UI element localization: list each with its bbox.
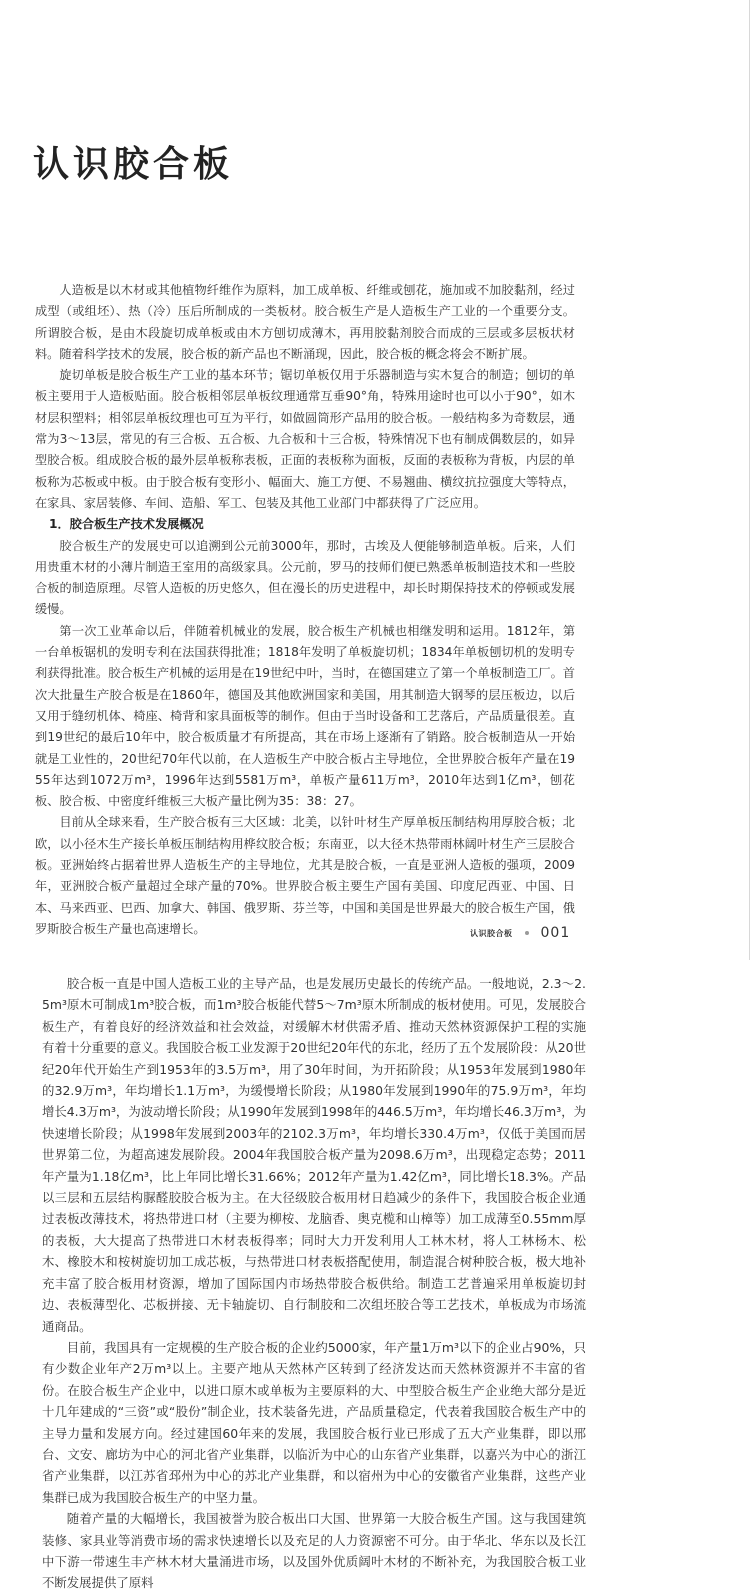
page-two [0, 960, 750, 1591]
section-heading: 1．胶合板生产技术发展概况 [49, 517, 204, 532]
running-title: 认识胶合板 [470, 928, 513, 938]
paragraph-history-1: 胶合板生产的发展史可以追溯到公元前3000年，那时，古埃及人便能够制造单板。后来，人们用贵重木材的小薄片制造王室用的高级家具。公元前，罗马的技师们便已熟悉单板制造技术和一些胶合板的制造原理。尽管人造板的历史悠久，但在漫长的历史进程中，却长时期保持技术的停顿或发展缓慢。 [35, 538, 575, 617]
page-two-body [42, 973, 586, 1594]
paragraph-p2-2: 目前，我国具有一定规模的生产胶合板的企业约5000家，年产量1万m³以下的企业占90%，只有少数企业年产2万m³以上。主要产地从天然林产区转到了经济发达而天然林资源并不丰富的省份。在胶合板生产企业中，以进口原木或单板为主要原料的大、中型胶合板生产企业绝大部分是近十几年建成的“三资”或“股份”制企业，技术装备先进，产品质量稳定，代表着我国胶合板生产中的主导力量和发展方向。经过建国60年来的发展，我国胶合板行业已形成了五大产业集群，即以邢台、文安、廊坊为中心的河北省产业集群，以临沂为中心的山东省产业集群，以嘉兴为中心的浙江省产业集群，以江苏省邳州为中心的苏北产业集群，和以宿州为中心的安徽省产业集群，这些产业集群已成为我国胶合板生产的中坚力量。 [42, 1339, 586, 1505]
page-title: 认识胶合板 [33, 144, 234, 186]
page-one-body [35, 280, 575, 940]
footer-dot-icon [525, 931, 529, 935]
page-footer [470, 925, 570, 941]
paragraph-intro-1: 人造板是以木材或其他植物纤维作为原料，加工成单板、纤维或刨花，施加或不加胶黏剂，经过成型（或组坯）、热（冷）压后所制成的一类板材。胶合板生产是人造板生产工业的一个重要分支。所谓胶合板，是由木段旋切成单板或由木方刨切成薄木，再用胶黏剂胶合而成的三层或多层板状材料。随着科学技术的发展，胶合板的新产品也不断涌现，因此，胶合板的概念将会不断扩展。 [35, 283, 575, 361]
paragraph-history-2: 第一次工业革命以后，伴随着机械业的发展，胶合板生产机械也相继发明和运用。1812年，第一台单板锯机的发明专利在法国获得批准；1818年发明了单板旋切机；1834年单板刨切机的发明专利获得批准。胶合板生产机械的运用是在19世纪中叶，当时，在德国建立了第一个单板制造工厂。首次大批量生产胶合板是在1860年，德国及其他欧洲国家和美国，用其制造大钢琴的层压板边，以后又用于缝纫机体、椅座、椅背和家具面板等的制作。但由于当时设备和工艺落后，产品质量很差。直到19世纪的最后10年中，胶合板质量才有所提高，其在市场上逐渐有了销路。胶合板制造从一开始就是工业性的，20世纪70年代以前，在人造板生产中胶合板占主导地位，全世界胶合板年产量在1955年达到1072万m³，1996年达到5581万m³，单板产量611万m³，2010年达到1亿m³，刨花板、胶合板、中密度纤维板三大板产量比例为35：38：27。 [35, 623, 575, 809]
paragraph-p2-3: 随着产量的大幅增长，我国被誉为胶合板出口大国、世界第一大胶合板生产国。这与我国建筑装修、家具业等消费市场的需求快速增长以及充足的人力资源密不可分。由于华北、华东以及长江中下游一带速生丰产林木材大量涌进市场，以及国外优质阔叶木材的不断补充，为我国胶合板工业不断发展提供了原料 [42, 1511, 586, 1591]
page-number: 001 [540, 925, 571, 941]
paragraph-p2-1: 胶合板一直是中国人造板工业的主导产品，也是发展历史最长的传统产品。一般地说，2.3～2.5m³原木可制成1m³胶合板，而1m³胶合板能代替5～7m³原木所制成的板材使用。可见，发展胶合板生产，有着良好的经济效益和社会效益，对缓解木材供需矛盾、推动天然林资源保护工程的实施有着十分重要的意义。我国胶合板工业发源于20世纪20年代的东北，经历了五个发展阶段：从20世纪20年代开始生产到1953年的3.5万m³，用了30年时间，为开拓阶段；从1953年发展到1980年的32.9万m³，年均增长1.1万m³，为缓慢增长阶段；从1980年发展到1990年的75.9万m³，年均增长4.3万m³，为波动增长阶段；从1990年发展到1998年的446.5万m³，年均增长46.3万m³，为快速增长阶段；从1998年发展到2003年的2102.3万m³，年均增长330.4万m³，仅低于美国而居世界第二位，为超高速发展阶段。2004年我国胶合板产量为2098.6万m³，出现稳定态势；2011年产量为1.18亿m³，比上年同比增长31.66%；2012年产量为1.42亿m³，同比增长18.3%。产品以三层和五层结构脲醛胶胶合板为主。在大径级胶合板用材日趋减少的条件下，我国胶合板企业通过表板改薄技术，将热带进口材（主要为柳桉、龙脑香、奥克榄和山樟等）加工成薄至0.55mm厚的表板，大大提高了热带进口木材表板得率；同时大力开发利用人工林木材，将人工林杨木、松木、橡胶木和桉树旋切加工成芯板，与热带进口材表板搭配使用，制造混合树种胶合板，极大地补充丰富了胶合板用材资源，增加了国际国内市场热带胶合板供给。制造工艺普遍采用单板旋切封边、表板薄型化、芯板拼接、无卡轴旋切、自行制胶和二次组坯胶合等工艺技术，单板成为市场流通商品。 [42, 976, 586, 1334]
paragraph-history-3: 目前从全球来看，生产胶合板有三大区域：北美，以针叶材生产厚单板压制结构用厚胶合板；北欧，以小径木生产接长单板压制结构用桦纹胶合板；东南亚，以大径木热带雨林阔叶材生产三层胶合板。亚洲始终占据着世界人造板生产的主导地位，尤其是胶合板，一直是亚洲人造板的强项，2009年，亚洲胶合板产量超过全球产量的70%。世界胶合板主要生产国有美国、印度尼西亚、中国、日本、马来西亚、巴西、加拿大、韩国、俄罗斯、芬兰等，中国和美国是世界最大的胶合板生产国，俄罗斯胶合板生产量也高速增长。 [35, 815, 575, 936]
paragraph-intro-2: 旋切单板是胶合板生产工业的基本环节；锯切单板仅用于乐器制造与实木复合的制造；刨切的单板主要用于人造板贴面。胶合板相邻层单板纹理通常互垂90°角，特殊用途时也可以小于90°，如木材层积塑料；相邻层单板纹理也可互为平行，如做圆筒形产品用的胶合板。一般结构多为奇数层，通常为3～13层，常见的有三合板、五合板、九合板和十三合板，特殊情况下也有制成偶数层的，如异型胶合板。组成胶合板的最外层单板称表板，正面的表板称为面板，反面的表板称为背板，内层的单板称为芯板或中板。由于胶合板有变形小、幅面大、施工方便、不易翘曲、横纹抗拉强度大等特点，在家具、家居装修、车间、造船、军工、包装及其他工业部门中都获得了广泛应用。 [35, 368, 575, 510]
